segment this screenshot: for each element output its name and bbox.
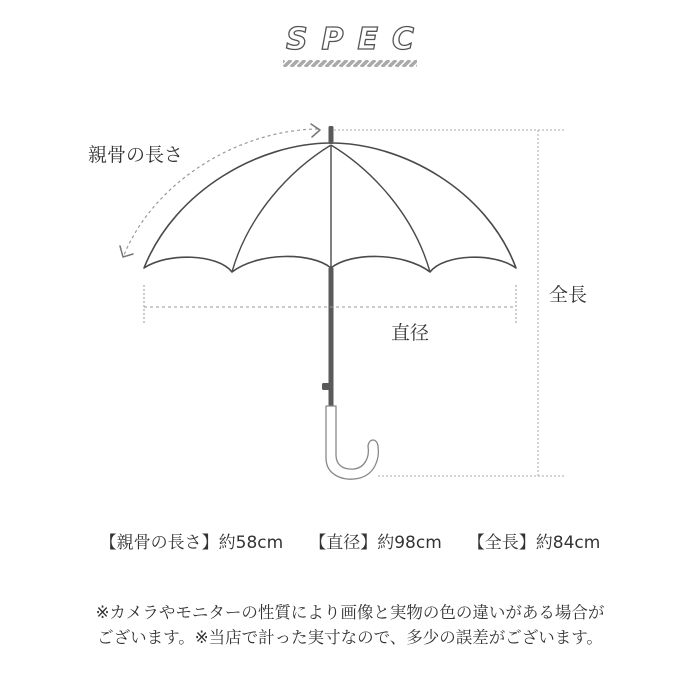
rib-length-label: 親骨の長さ — [88, 144, 184, 166]
diameter-label: 直径 — [391, 322, 430, 344]
umbrella-handle — [326, 406, 378, 479]
title-stripe — [270, 60, 431, 67]
spec-rib-label: 【親骨の長さ】 — [99, 533, 219, 553]
stripe-line — [417, 60, 424, 67]
spec-diameter-label: 【直径】 — [309, 533, 378, 553]
stripe-line — [270, 60, 277, 67]
spec-title: SPEC — [285, 22, 429, 57]
note-line-1: ※カメラやモニターの性質により画像と実物の色の違いがある場合が — [95, 603, 605, 622]
umbrella-canopy — [144, 143, 516, 272]
total-length-label: 全長 — [549, 284, 588, 306]
spec-total-value: 約84cm — [535, 533, 601, 553]
stripe-line — [424, 60, 431, 67]
note-line-2: ございます。※当店で計った実寸なので、多少の誤差がございます。 — [97, 628, 603, 647]
stripe-line — [277, 60, 284, 67]
spec-rib-value: 約58cm — [218, 533, 284, 553]
spec-diameter-value: 約98cm — [377, 533, 442, 553]
spec-values — [0, 528, 700, 553]
umbrella-icon — [144, 126, 516, 479]
spec-total-label: 【全長】 — [467, 533, 536, 553]
